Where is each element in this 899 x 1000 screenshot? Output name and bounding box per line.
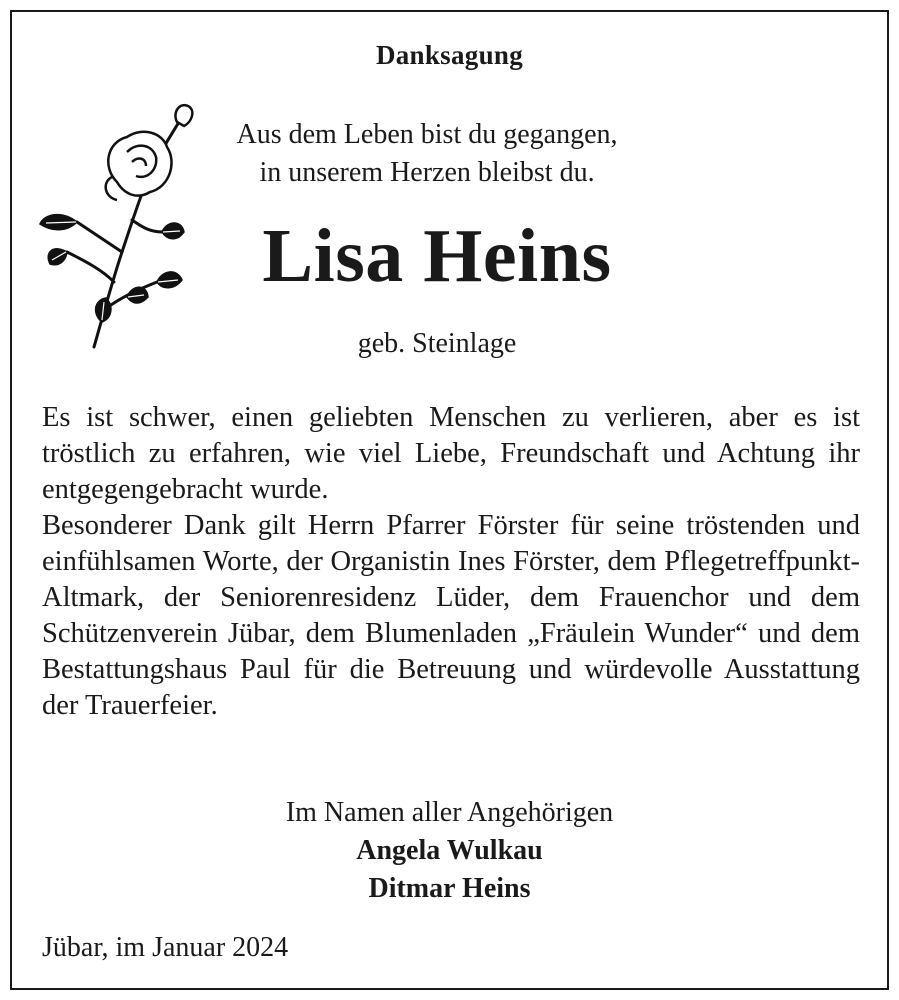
motto-verse: [187, 116, 667, 192]
paragraph: Es ist schwer, einen geliebten Menschen zu verlieren, aber es ist tröstlich zu erfahren, wie viel Liebe, Freundschaft und Achtung ihr entgegengebracht wurde.: [42, 402, 860, 505]
rose-icon: [32, 92, 212, 352]
notice-heading: Danksagung: [375, 40, 524, 70]
signature-name: Angela Wulkau: [356, 835, 543, 866]
deceased-name: Lisa Heins: [262, 214, 612, 298]
signature-block: [12, 794, 887, 908]
motto-line: Aus dem Leben bist du gegangen,: [236, 119, 618, 150]
paragraph: Besonderer Dank gilt Herrn Pfarrer Förster für seine tröstenden und einfühlsamen Worte, der Organistin Ines Förster, dem Pflegetreffpunkt-Altmark, der Seniorenresidenz Lüder, dem Frauenchor und dem Schützenverein Jübar, dem Blumenladen „Fräulein Wunder“ und dem Bestattungshaus Paul für die Betreuung und würdevolle Ausstattung der Trauerfeier.: [42, 510, 860, 721]
motto-line: in unserem Herzen bleibst du.: [259, 157, 595, 188]
obituary-notice: [10, 10, 889, 990]
signature-name: Ditmar Heins: [368, 873, 531, 904]
thank-you-text: [42, 400, 860, 724]
birth-name: geb. Steinlage: [357, 328, 517, 359]
place-date: Jübar, im Januar 2024: [42, 932, 289, 963]
signature-intro: Im Namen aller Angehörigen: [285, 797, 614, 828]
